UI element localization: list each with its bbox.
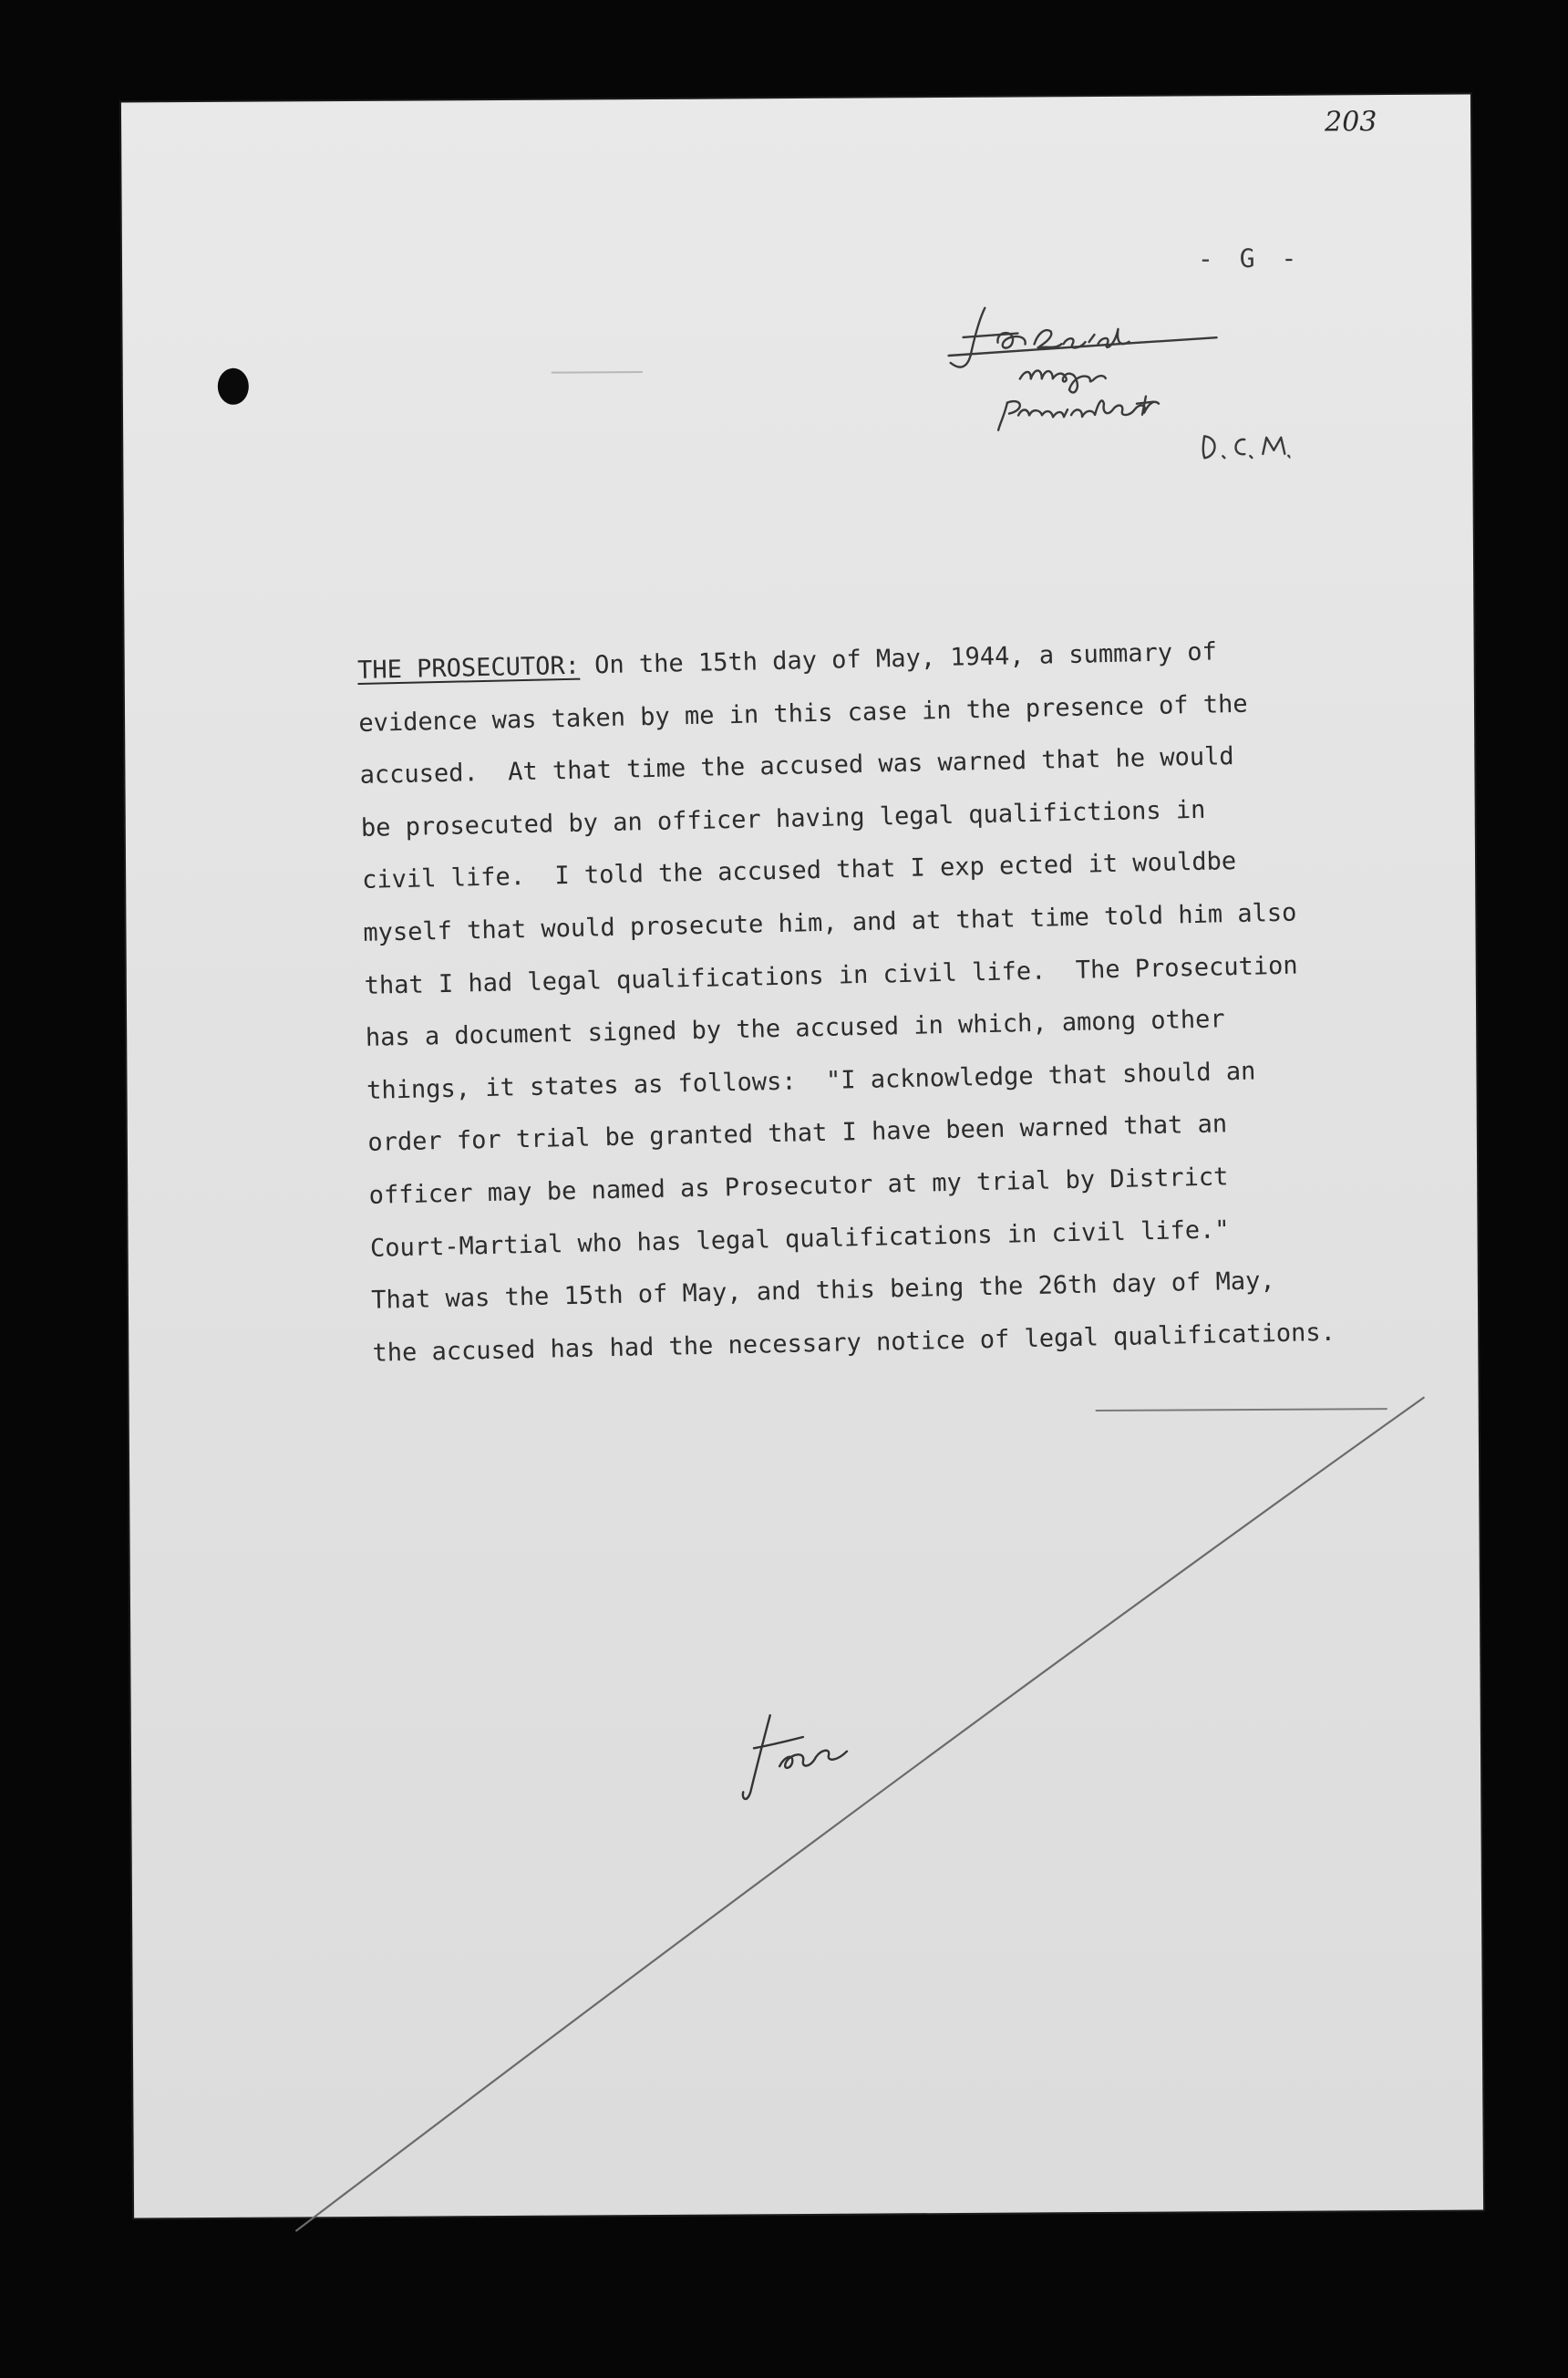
text-line: accused. At that time the accused was warned that he would bbox=[359, 742, 1234, 791]
text-line: myself that would prosecute him, and at that time told him also bbox=[363, 898, 1297, 947]
text-line: be prosecuted by an officer having legal qualifictions in bbox=[360, 795, 1206, 843]
paper-sheet bbox=[121, 95, 1483, 2218]
faint-dash bbox=[552, 371, 643, 374]
cancellation-stroke bbox=[284, 1394, 1439, 2240]
text-line: That was the 15th of May, and this being the 26th day of May, bbox=[370, 1267, 1275, 1315]
text-line: civil life. I told the accused that I exp ected it wouldbe bbox=[361, 847, 1237, 895]
text-line: the accused has had the necessary notice of legal qualifications. bbox=[372, 1318, 1336, 1368]
text-line: things, it states as follows: "I acknowledge that should an bbox=[366, 1057, 1256, 1105]
text-line: order for trial be granted that I have been warned that an bbox=[367, 1110, 1228, 1158]
page-number: 203 bbox=[1324, 106, 1377, 139]
initials-signature bbox=[738, 1708, 866, 1809]
text-line: Court-Martial who has legal qualifications in civil life." bbox=[369, 1215, 1230, 1263]
speaker-label: THE PROSECUTOR: bbox=[356, 651, 581, 685]
text-line: officer may be named as Prosecutor at my trial by District bbox=[368, 1163, 1229, 1210]
president-signature bbox=[943, 301, 1290, 476]
text-line: has a document signed by the accused in which, among other bbox=[365, 1005, 1225, 1053]
page-mark: - G - bbox=[1197, 243, 1303, 274]
text-line: that I had legal qualifications in civil life. The Prosecution bbox=[364, 951, 1298, 1000]
punch-hole bbox=[218, 368, 249, 405]
text-line: On the 15th day of May, 1944, a summary of bbox=[579, 637, 1218, 680]
testimony-body bbox=[357, 621, 1449, 1380]
text-line: evidence was taken by me in this case in the presence of the bbox=[358, 689, 1248, 738]
